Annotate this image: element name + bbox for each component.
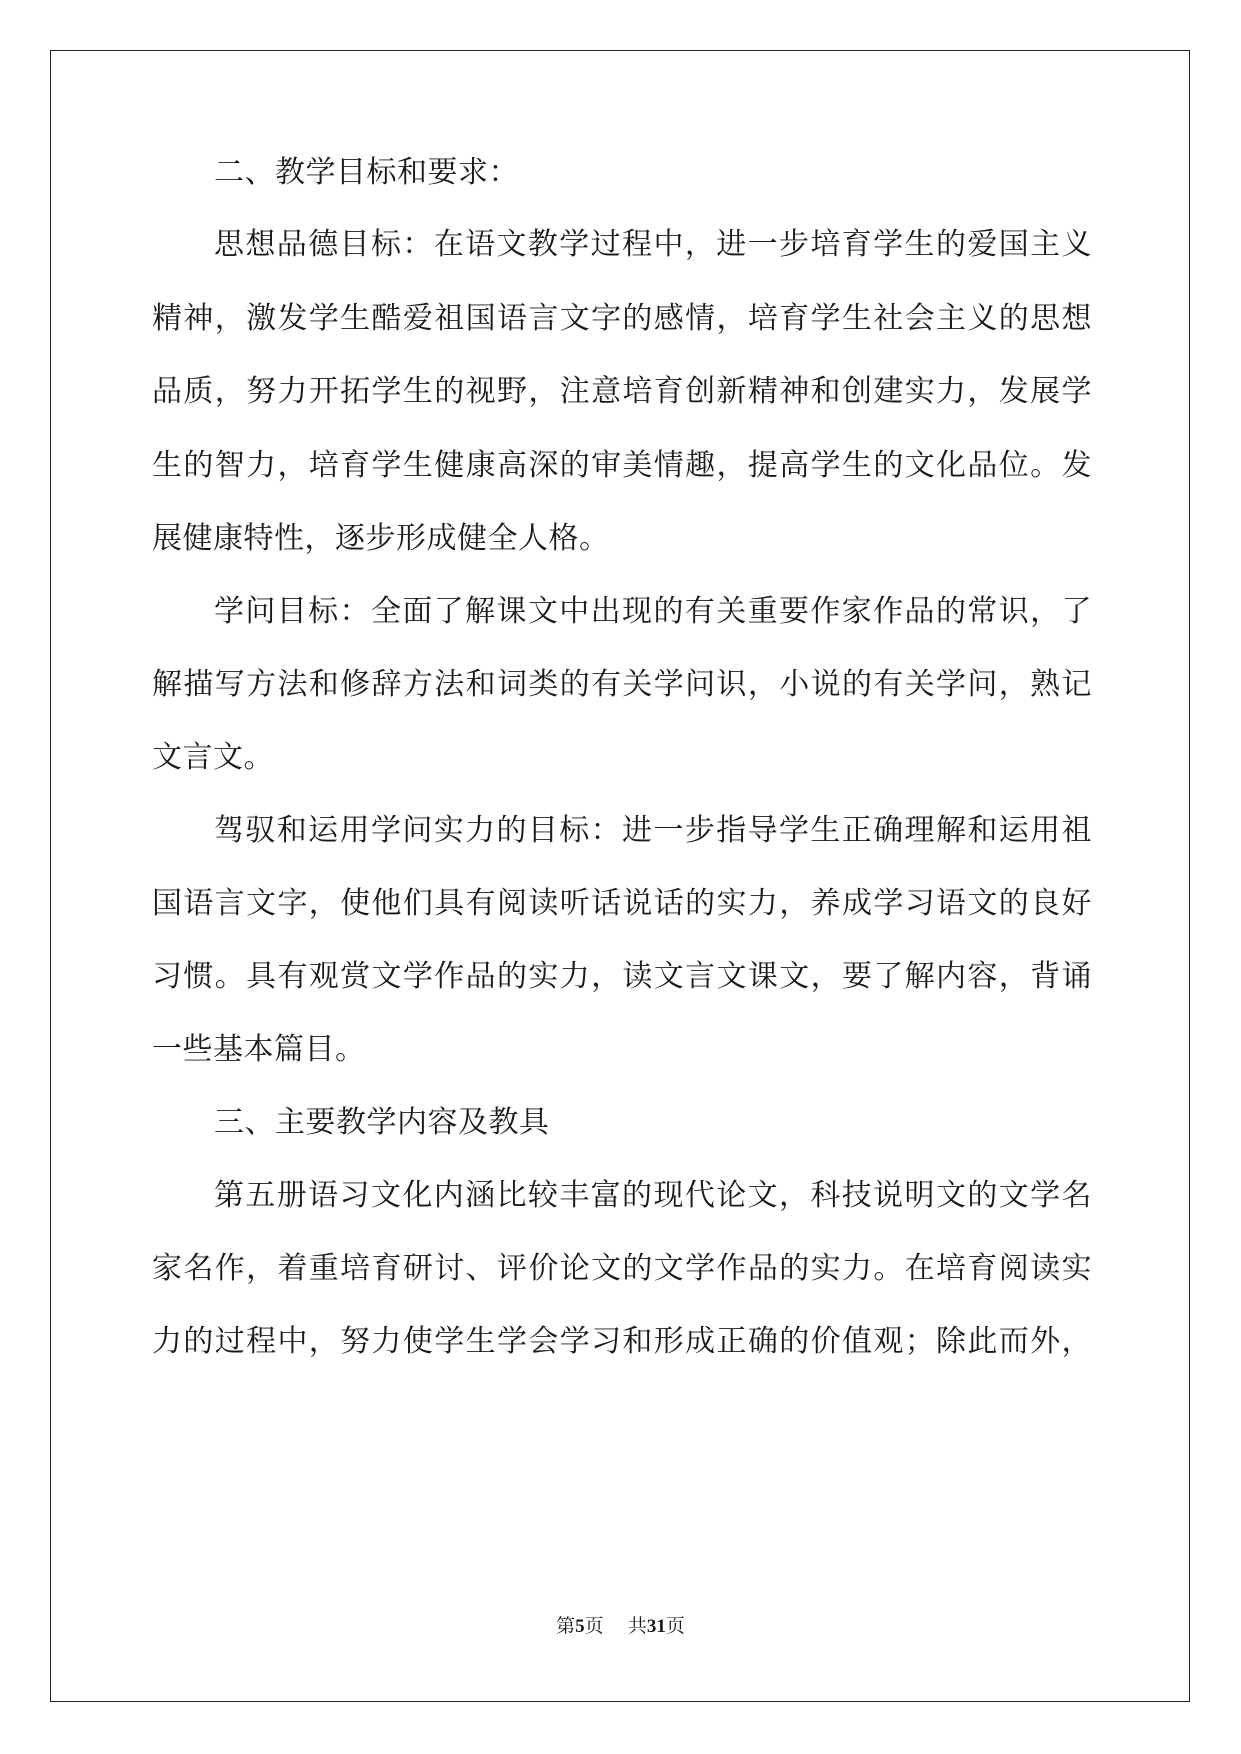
page-footer [0,1614,1241,1639]
paragraph-line: 品质，努力开拓学生的视野，注意培育创新精神和创建实力，发展学 [152,374,1092,409]
paragraph-line: 力的过程中，努力使学生学会学习和形成正确的价值观；除此而外， [152,1324,1092,1359]
paragraph-line: 学问目标：全面了解课文中出现的有关重要作家作品的常识，了 [214,594,1092,629]
paragraph-line: 驾驭和运用学问实力的目标：进一步指导学生正确理解和运用祖 [214,813,1092,848]
paragraph-line: 习惯。具有观赏文学作品的实力，读文言文课文，要了解内容，背诵 [152,959,1092,994]
footer-prefix: 第 [556,1615,576,1637]
paragraph-line: 精神，激发学生酷爱祖国语言文字的感情，培育学生社会主义的思想 [152,301,1092,336]
paragraph-line: 国语言文字，使他们具有阅读听话说话的实力，养成学习语文的良好 [152,886,1092,921]
current-page-number: 5 [575,1616,585,1637]
paragraph-line: 解描写方法和修辞方法和词类的有关学问识，小说的有关学问，熟记 [152,667,1092,702]
paragraph-line: 展健康特性，逐步形成健全人格。 [152,521,610,556]
footer-suffix: 页 [665,1615,685,1637]
paragraph-line: 一些基本篇目。 [152,1032,366,1067]
section-heading-objectives: 二、教学目标和要求： [214,155,519,190]
footer-middle: 页 共 [584,1615,647,1637]
total-pages-number: 31 [646,1616,666,1637]
section-heading-content: 三、主要教学内容及教具 [214,1105,550,1140]
paragraph-line: 文言文。 [152,740,274,775]
paragraph-line: 第五册语习文化内涵比较丰富的现代论文，科技说明文的文学名 [214,1178,1092,1213]
page-border [50,50,1190,1702]
paragraph-line: 生的智力，培育学生健康高深的审美情趣，提高学生的文化品位。发 [152,448,1092,483]
paragraph-line: 思想品德目标：在语文教学过程中，进一步培育学生的爱国主义 [214,227,1092,262]
paragraph-line: 家名作，着重培育研讨、评价论文的文学作品的实力。在培育阅读实 [152,1251,1092,1286]
